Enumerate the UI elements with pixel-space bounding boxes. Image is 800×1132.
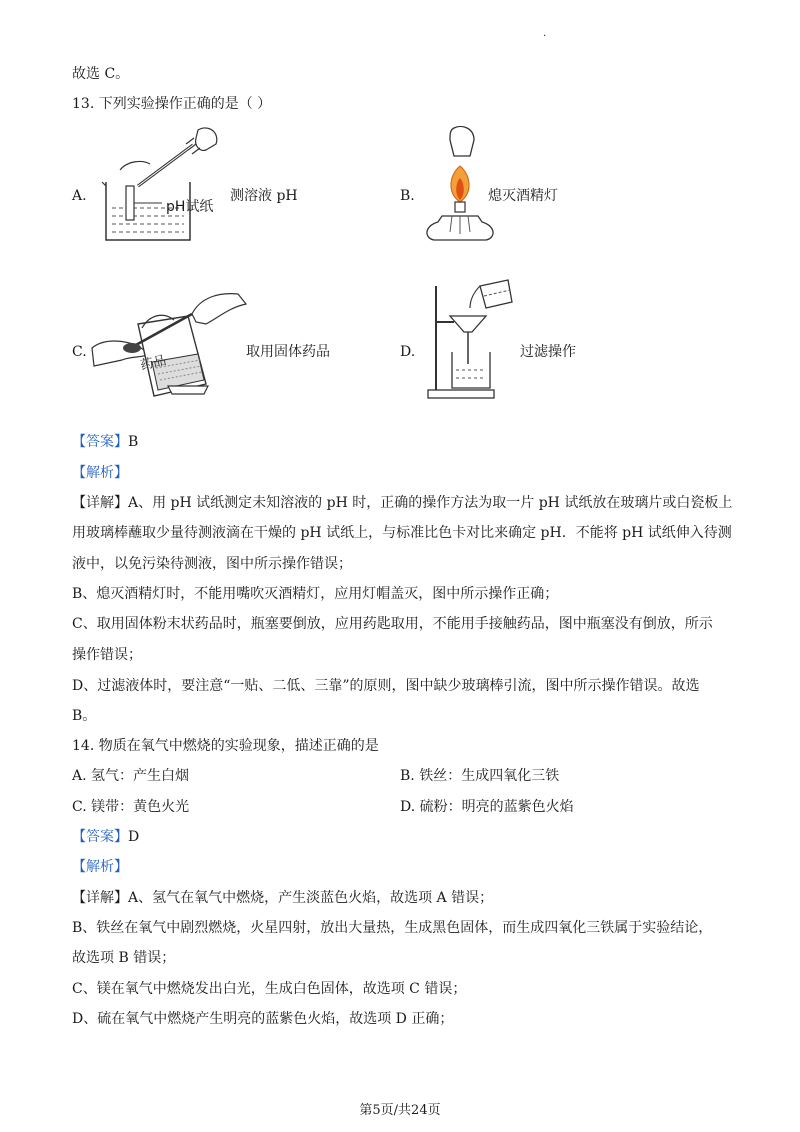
q14-explain-line: D、硫在氧气中燃烧产生明亮的蓝紫色火焰，故选项 D 正确； bbox=[72, 1011, 454, 1027]
q14-option-a: A. 氢气：产生白烟 bbox=[72, 768, 190, 784]
q14-explain-line: B、铁丝在氧气中剧烈燃烧，火星四射，放出大量热，生成黑色固体，而生成四氧化三铁属于实验结论， bbox=[72, 920, 713, 936]
page-number: 第5页/共24页 bbox=[359, 1103, 441, 1118]
q13-option-a-caption: 测溶液 pH bbox=[230, 188, 298, 204]
q14-option-d: D. 硫粉：明亮的蓝紫色火焰 bbox=[400, 799, 574, 815]
reagent-bottle-label: 药品 bbox=[139, 353, 168, 374]
q14-stem: 14. 物质在氧气中燃烧的实验现象，描述正确的是 bbox=[72, 738, 379, 754]
q14-analysis-tag: 【解析】 bbox=[72, 859, 128, 875]
answer-value: D bbox=[128, 829, 140, 845]
q13-option-c-caption: 取用固体药品 bbox=[246, 344, 330, 360]
q13-option-c-letter: C. bbox=[72, 344, 87, 360]
q13-option-b-letter: B. bbox=[400, 188, 415, 204]
q13-option-a-letter: A. bbox=[72, 188, 87, 204]
q14-explain-line: C、镁在氧气中燃烧发出白光，生成白色固体，故选项 C 错误； bbox=[72, 981, 467, 997]
q13-explain-line: 用玻璃棒蘸取少量待测液滴在干燥的 pH 试纸上，与标准比色卡对比来确定 pH．不能将 pH 试纸伸入待测 bbox=[72, 525, 732, 541]
q13-explain-line: B。 bbox=[72, 708, 97, 724]
q13-answer bbox=[72, 432, 138, 452]
q13-option-d-caption: 过滤操作 bbox=[520, 344, 576, 360]
ph-paper-label: pH试纸 bbox=[166, 199, 214, 215]
alcohol-lamp-figure bbox=[420, 122, 500, 247]
q14-answer bbox=[72, 827, 139, 847]
q14-option-c: C. 镁带：黄色火光 bbox=[72, 799, 190, 815]
q13-explain-line: 操作错误； bbox=[72, 647, 142, 663]
ph-test-beaker-figure bbox=[98, 120, 248, 250]
q13-explain-line: C、取用固体粉末状药品时，瓶塞要倒放，应用药匙取用，不能用手接触药品，图中瓶塞没有倒放，所示 bbox=[72, 616, 713, 632]
filtration-setup-figure bbox=[424, 278, 534, 403]
answer-tag: 【答案】 bbox=[72, 434, 128, 450]
q13-stem: 13. 下列实验操作正确的是（ ） bbox=[72, 96, 272, 112]
q14-explain-line: 故选项 B 错误； bbox=[72, 950, 176, 966]
page-marker: . bbox=[543, 28, 547, 39]
q14-explain-line: 【详解】A、氢气在氧气中燃烧，产生淡蓝色火焰，故选项 A 错误； bbox=[72, 890, 494, 906]
q13-option-d-letter: D. bbox=[400, 344, 416, 360]
q13-explain-line: 液中，以免污染待测液，图中所示操作错误； bbox=[72, 556, 352, 572]
answer-tag: 【答案】 bbox=[72, 829, 128, 845]
q13-explain-line: 【详解】A、用 pH 试纸测定未知溶液的 pH 时，正确的操作方法为取一片 pH 试纸放在玻璃片或白瓷板上 bbox=[72, 495, 733, 511]
q13-analysis-tag: 【解析】 bbox=[72, 465, 128, 481]
q13-option-b-caption: 熄灭酒精灯 bbox=[488, 188, 558, 204]
q13-explain-line: D、过滤液体时，要注意“一贴、二低、三靠”的原则，图中缺少玻璃棒引流，图中所示操作错误。故选 bbox=[72, 678, 700, 694]
answer-value: B bbox=[128, 434, 139, 450]
previous-answer: 故选 C。 bbox=[72, 66, 130, 82]
q13-explain-line: B、熄灭酒精灯时，不能用嘴吹灭酒精灯，应用灯帽盖灭，图中所示操作正确； bbox=[72, 586, 559, 602]
solid-reagent-figure bbox=[88, 284, 248, 414]
q14-option-b: B. 铁丝：生成四氧化三铁 bbox=[400, 768, 560, 784]
